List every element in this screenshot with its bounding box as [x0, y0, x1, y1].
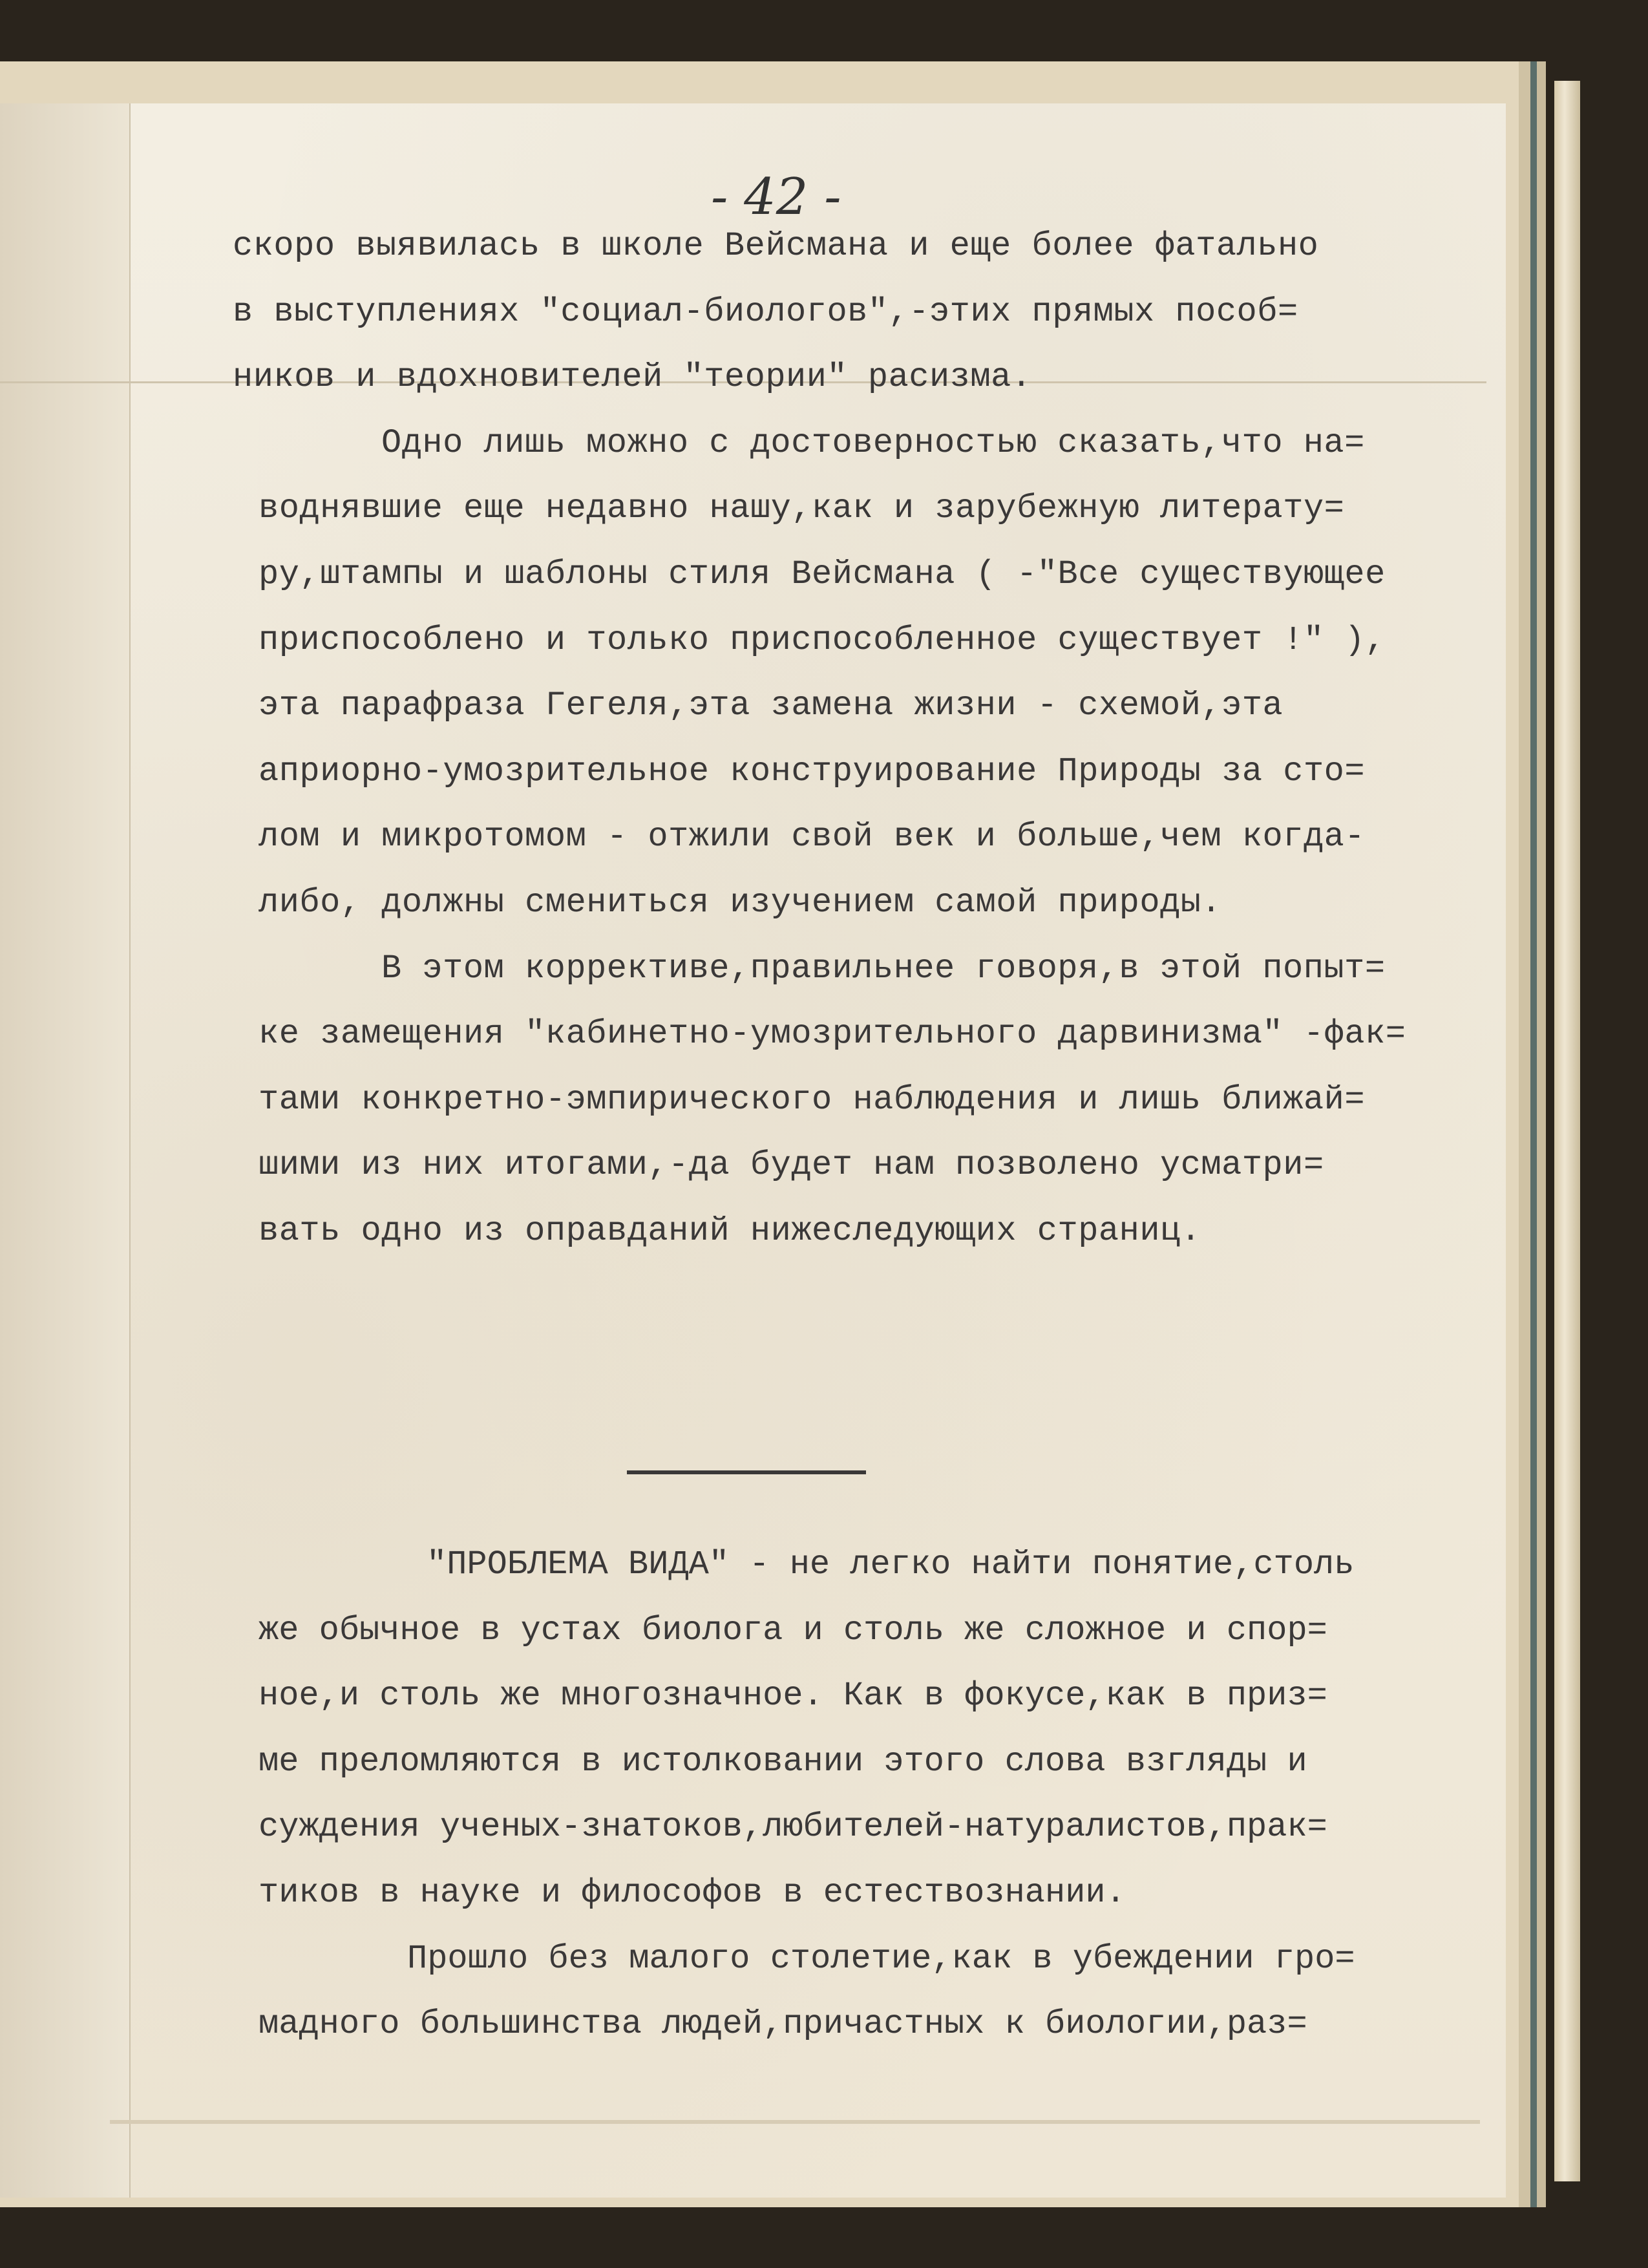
- text-line: тами конкретно-эмпирического наблюдения и лишь ближай=: [259, 1080, 1366, 1119]
- text-line: ное,и столь же многозначное. Как в фокусе,как в приз=: [259, 1677, 1327, 1715]
- text-line: же обычное в устах биолога и столь же сложное и спор=: [259, 1611, 1327, 1649]
- text-line: либо, должны смениться изучением самой природы.: [259, 883, 1222, 922]
- paragraph: [259, 936, 1461, 1264]
- page-number: - 42 -: [711, 168, 841, 226]
- text-line: мадного большинства людей,причастных к биологии,раз=: [259, 2005, 1307, 2044]
- text-line: суждения ученых-знатоков,любителей-натуралистов,прак=: [259, 1808, 1327, 1847]
- text-line: скоро выявилась в школе Вейсмана и еще более фатально: [233, 227, 1319, 265]
- bottom-seam: [110, 2120, 1480, 2124]
- text-line: априорно-умозрительное конструирование Природы за сто=: [259, 752, 1366, 790]
- paragraph: [259, 410, 1461, 936]
- text-line: ме преломляются в истолковании этого слова взгляды и: [259, 1742, 1307, 1781]
- typewritten-page: [0, 103, 1506, 2198]
- text-line: ке замещения "кабинетно-умозрительного дарвинизма" -фак=: [259, 1015, 1406, 1054]
- text-line: в выступлениях "социал-биологов",-этих прямых пособ=: [233, 292, 1298, 331]
- text-line: лом и микротомом - отжили свой век и больше,чем когда-: [259, 818, 1366, 856]
- text-line: Прошло без малого столетие,как в убеждении гро=: [407, 1939, 1355, 1978]
- text-line: ру,штампы и шаблоны стиля Вейсмана ( -"Все существующее: [259, 555, 1386, 593]
- binding-strip: [0, 103, 131, 2198]
- text-line: воднявшие еще недавно нашу,как и зарубежную литерату=: [259, 489, 1345, 528]
- text-line: приспособлено и только приспособленное существует !" ),: [259, 620, 1386, 659]
- page-stack-edge: [1554, 81, 1580, 2181]
- text-line: В этом коррективе,правильнее говоря,в этой попыт=: [381, 949, 1386, 988]
- text-line: вать одно из оправданий нижеследующих страниц.: [259, 1211, 1201, 1250]
- section-divider: [627, 1470, 866, 1474]
- text-line: "ПРОБЛЕМА ВИДА" - не легко найти понятие,столь: [427, 1545, 1355, 1584]
- text-line: шими из них итогами,-да будет нам позволено усматри=: [259, 1146, 1324, 1185]
- text-line: тиков в науке и философов в естествознании.: [259, 1873, 1126, 1912]
- text-line: эта парафраза Гегеля,эта замена жизни - схемой,эта: [259, 686, 1284, 725]
- text-line: Одно лишь можно с достоверностью сказать,что на=: [381, 423, 1365, 462]
- main-text: [233, 213, 1461, 1264]
- paragraph-continuation: [233, 213, 1461, 410]
- section-text: [259, 1532, 1486, 2057]
- text-line: ников и вдохновителей "теории" расизма.: [233, 358, 1032, 397]
